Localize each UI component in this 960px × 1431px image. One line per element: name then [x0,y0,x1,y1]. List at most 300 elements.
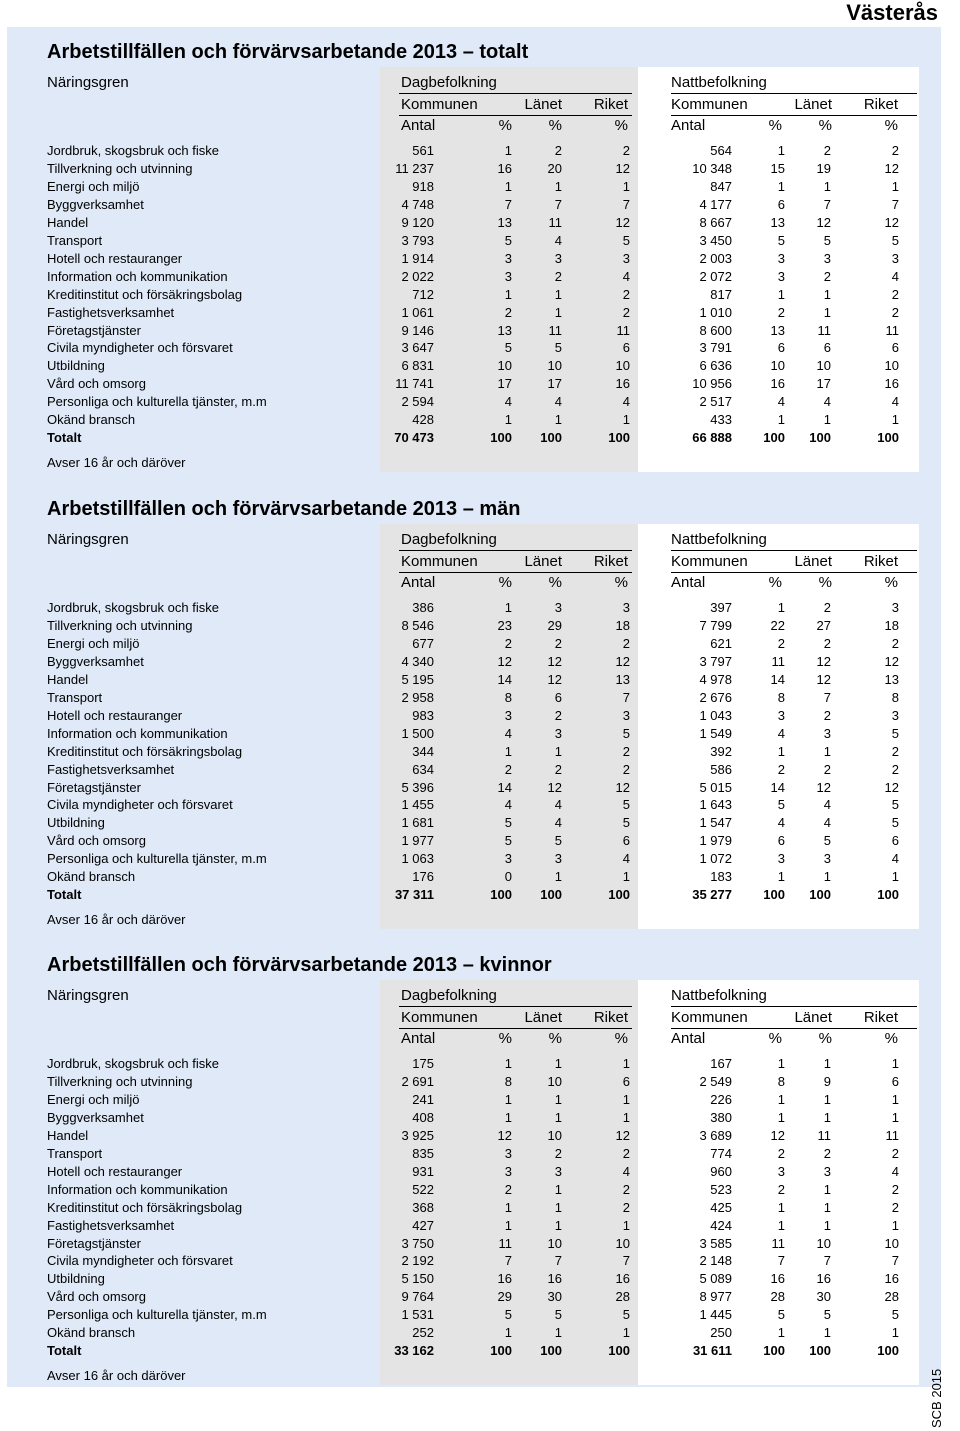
night-pct-county: 1 [823,178,831,194]
column-header-country: Riket [863,553,898,570]
night-pct-country: 4 [891,394,899,410]
night-pct-municipality: 100 [763,1343,785,1359]
footer-source: SCB 2015 [929,1368,944,1428]
day-count: 522 [412,1181,434,1197]
night-pct-country: 6 [891,340,899,356]
day-pct-country: 7 [622,196,630,212]
column-header-county: Länet [794,553,832,570]
table-row [47,761,907,779]
table-row [47,322,907,340]
night-count: 183 [710,869,732,885]
day-pct-municipality: 2 [504,1181,512,1197]
column-header-pct: % [818,574,832,591]
column-header-municipality: Kommunen [671,1009,748,1026]
row-label: Civila myndigheter och försvaret [47,797,233,813]
day-pct-country: 5 [622,1307,630,1323]
day-pct-municipality: 1 [504,1199,512,1215]
day-count: 11 741 [395,376,434,392]
day-pct-county: 100 [540,887,562,903]
day-pct-county: 1 [554,1109,562,1125]
header-underline [671,1028,917,1029]
day-count: 1 455 [401,797,434,813]
day-pct-municipality: 1 [504,412,512,428]
table-row [47,868,907,886]
table-row [47,707,907,725]
night-pct-county: 17 [816,376,831,392]
day-count: 2 691 [401,1073,434,1089]
day-count: 561 [412,143,434,158]
header-underline [399,93,632,94]
day-count: 1 500 [401,725,434,741]
night-pct-county: 1 [823,1056,831,1071]
row-label: Utbildning [47,358,105,374]
day-pct-municipality: 16 [497,1271,512,1287]
table-row [47,142,907,160]
night-pct-municipality: 1 [777,178,785,194]
night-count: 2 148 [699,1253,732,1269]
day-pct-municipality: 3 [504,707,512,723]
day-pct-county: 7 [554,1253,562,1269]
section-title: Arbetstillfällen och förvärvsarbetande 2013 – kvinnor [47,954,552,976]
row-label: Tillverkning och utvinning [47,160,193,176]
night-count: 1 979 [699,833,732,849]
day-pct-municipality: 1 [504,1091,512,1107]
row-label: Kreditinstitut och försäkringsbolag [47,286,243,302]
day-pct-country: 10 [615,358,630,374]
column-header-municipality: Kommunen [401,96,478,113]
night-pct-municipality: 1 [777,1056,785,1071]
column-header-day-population: Dagbefolkning [401,531,497,548]
day-pct-municipality: 4 [504,725,512,741]
night-pct-country: 12 [884,653,899,669]
day-pct-municipality: 23 [497,617,512,633]
column-header-pct: % [768,574,782,591]
day-count: 1 977 [401,833,434,849]
day-pct-country: 5 [622,815,630,831]
header-underline [671,1006,917,1007]
row-label: Vård och omsorg [47,833,146,849]
day-pct-municipality: 12 [497,653,512,669]
day-pct-municipality: 3 [504,268,512,284]
row-label: Handel [47,1127,89,1143]
column-header-county: Länet [524,1009,562,1026]
night-pct-county: 1 [823,743,831,759]
column-header-count: Antal [671,117,706,134]
night-pct-country: 1 [891,412,899,428]
day-pct-municipality: 3 [504,1145,512,1161]
day-count: 175 [412,1056,434,1071]
column-header-country: Riket [593,553,628,570]
day-pct-country: 18 [615,617,630,633]
night-pct-country: 12 [884,160,899,176]
row-label: Hotell och restauranger [47,250,183,266]
night-count: 1 643 [699,797,732,813]
night-pct-country: 4 [891,851,899,867]
day-pct-county: 1 [554,1056,562,1071]
day-pct-county: 5 [554,340,562,356]
night-pct-municipality: 1 [777,743,785,759]
day-pct-county: 2 [554,268,562,284]
night-pct-county: 19 [816,160,831,176]
day-pct-county: 20 [547,160,562,176]
night-pct-country: 6 [891,833,899,849]
day-pct-country: 12 [615,653,630,669]
row-label: Byggverksamhet [47,653,144,669]
night-pct-country: 5 [891,725,899,741]
night-count: 960 [710,1163,732,1179]
night-pct-country: 1 [891,1056,899,1071]
night-pct-country: 1 [891,1325,899,1341]
day-pct-country: 3 [622,250,630,266]
column-header-country: Riket [593,96,628,113]
day-pct-municipality: 13 [497,214,512,230]
header-underline [399,572,632,573]
night-pct-country: 2 [891,1199,899,1215]
day-pct-county: 10 [547,1073,562,1089]
day-count: 931 [412,1163,434,1179]
header-underline [399,1006,632,1007]
day-pct-county: 30 [547,1289,562,1305]
day-count: 241 [412,1091,434,1107]
table-row [47,725,907,743]
night-count: 6 636 [699,358,732,374]
day-pct-county: 1 [554,1325,562,1341]
header-underline [399,1028,632,1029]
day-count: 1 061 [401,304,434,320]
night-pct-county: 100 [809,1343,831,1359]
day-count: 5 195 [401,671,434,687]
night-count: 3 797 [699,653,732,669]
table-row [47,1217,907,1235]
table-row [47,671,907,689]
row-label: Tillverkning och utvinning [47,1073,193,1089]
table-row [47,653,907,671]
night-pct-municipality: 10 [770,358,785,374]
night-pct-country: 16 [884,1271,899,1287]
night-count: 2 549 [699,1073,732,1089]
column-header-pct: % [818,1030,832,1047]
row-label: Okänd bransch [47,412,136,428]
night-count: 5 015 [699,779,732,795]
day-pct-county: 17 [547,376,562,392]
day-count: 4 340 [401,653,434,669]
table-row [47,1252,907,1270]
day-pct-country: 4 [622,394,630,410]
section-title: Arbetstillfällen och förvärvsarbetande 2013 – män [47,498,521,520]
row-label: Företagstjänster [47,779,141,795]
day-pct-municipality: 1 [504,178,512,194]
day-pct-municipality: 17 [497,376,512,392]
night-pct-country: 1 [891,1217,899,1233]
day-pct-country: 2 [622,286,630,302]
table-row [47,286,907,304]
table-row [47,339,907,357]
day-pct-country: 16 [615,1271,630,1287]
day-pct-county: 10 [547,1235,562,1251]
night-count: 1 043 [699,707,732,723]
column-header-count: Antal [401,574,436,591]
day-pct-municipality: 4 [504,394,512,410]
night-count: 3 450 [699,232,732,248]
day-pct-county: 3 [554,600,562,615]
day-count: 6 831 [401,358,434,374]
night-pct-county: 30 [816,1289,831,1305]
day-pct-municipality: 100 [490,1343,512,1359]
night-pct-county: 7 [823,1253,831,1269]
table-row [47,375,907,393]
day-pct-country: 1 [622,1091,630,1107]
night-pct-municipality: 2 [777,304,785,320]
row-label: Handel [47,671,89,687]
day-pct-country: 12 [615,1127,630,1143]
night-pct-county: 2 [823,1145,831,1161]
night-count: 847 [710,178,732,194]
column-header-count: Antal [401,117,436,134]
row-label: Okänd bransch [47,869,136,885]
night-pct-country: 8 [891,689,899,705]
night-pct-country: 13 [884,671,899,687]
row-label: Transport [47,689,103,705]
night-pct-municipality: 8 [777,689,785,705]
night-pct-municipality: 14 [770,779,785,795]
column-header-pct: % [818,117,832,134]
day-pct-municipality: 5 [504,340,512,356]
day-count: 11 237 [395,160,434,176]
night-count: 2 003 [699,250,732,266]
day-pct-country: 12 [615,779,630,795]
night-pct-county: 12 [816,214,831,230]
row-label: Information och kommunikation [47,725,228,741]
night-pct-municipality: 100 [763,887,785,903]
day-count: 2 594 [401,394,434,410]
day-count: 4 748 [401,196,434,212]
night-count: 66 888 [692,430,732,446]
day-pct-country: 1 [622,1217,630,1233]
table-row [47,1288,907,1306]
row-label: Fastighetsverksamhet [47,304,175,320]
day-pct-county: 12 [547,671,562,687]
day-pct-country: 3 [622,600,630,615]
night-pct-county: 12 [816,671,831,687]
night-pct-county: 9 [823,1073,831,1089]
night-pct-county: 1 [823,412,831,428]
night-pct-municipality: 11 [771,653,785,669]
night-pct-country: 2 [891,743,899,759]
night-pct-country: 2 [891,304,899,320]
day-count: 70 473 [394,430,434,446]
night-pct-country: 6 [891,1073,899,1089]
day-pct-municipality: 100 [490,887,512,903]
day-pct-country: 10 [615,1235,630,1251]
night-pct-municipality: 4 [777,815,785,831]
day-count: 37 311 [394,887,434,903]
total-row [47,1342,907,1360]
day-pct-municipality: 11 [498,1235,512,1251]
day-count: 3 647 [401,340,434,356]
header-underline [671,93,917,94]
row-label: Personliga och kulturella tjänster, m.m [47,394,267,410]
day-pct-county: 5 [554,1307,562,1323]
row-label: Fastighetsverksamhet [47,761,175,777]
night-count: 1 547 [699,815,732,831]
day-count: 3 750 [401,1235,434,1251]
night-count: 392 [710,743,732,759]
day-count: 835 [412,1145,434,1161]
night-pct-country: 18 [884,617,899,633]
night-pct-country: 7 [891,1253,899,1269]
section-title: Arbetstillfällen och förvärvsarbetande 2013 – totalt [47,41,529,63]
day-pct-country: 2 [622,1181,630,1197]
night-pct-county: 2 [823,268,831,284]
day-pct-municipality: 5 [504,1307,512,1323]
day-pct-municipality: 5 [504,232,512,248]
night-count: 3 791 [699,340,732,356]
night-pct-municipality: 3 [777,851,785,867]
header-underline [671,550,917,551]
day-pct-municipality: 0 [504,869,512,885]
column-header-night-population: Nattbefolkning [671,74,767,91]
table-row [47,850,907,868]
day-count: 5 396 [401,779,434,795]
day-pct-country: 2 [622,1145,630,1161]
night-pct-county: 1 [823,1181,831,1197]
day-count: 918 [412,178,434,194]
column-header-count: Antal [401,1030,436,1047]
day-pct-county: 1 [554,412,562,428]
night-pct-municipality: 2 [777,1145,785,1161]
day-pct-municipality: 2 [504,635,512,651]
day-pct-county: 2 [554,635,562,651]
day-pct-county: 2 [554,761,562,777]
night-count: 380 [710,1109,732,1125]
night-count: 523 [710,1181,732,1197]
day-pct-municipality: 8 [504,689,512,705]
day-count: 3 793 [401,232,434,248]
night-pct-municipality: 28 [770,1289,785,1305]
night-pct-county: 16 [816,1271,831,1287]
day-pct-county: 1 [554,743,562,759]
day-pct-municipality: 16 [497,160,512,176]
night-pct-country: 2 [891,143,899,158]
table-section [7,487,941,940]
total-row [47,886,907,904]
day-count: 2 958 [401,689,434,705]
night-pct-county: 2 [823,600,831,615]
row-label: Kreditinstitut och försäkringsbolag [47,1199,243,1215]
day-count: 1 914 [401,250,434,266]
row-label: Energi och miljö [47,635,140,651]
night-pct-municipality: 12 [770,1127,785,1143]
night-pct-country: 7 [891,196,899,212]
day-pct-municipality: 1 [504,743,512,759]
day-pct-county: 1 [554,869,562,885]
header-underline [399,115,632,116]
row-label: Hotell och restauranger [47,1163,183,1179]
day-pct-country: 2 [622,743,630,759]
day-pct-county: 1 [554,286,562,302]
day-pct-country: 7 [622,1253,630,1269]
table-row [47,411,907,429]
day-count: 9 120 [401,214,434,230]
day-count: 712 [412,286,434,302]
night-pct-county: 5 [823,1307,831,1323]
night-pct-municipality: 4 [777,725,785,741]
table-row [47,304,907,322]
night-pct-county: 1 [823,1109,831,1125]
column-header-county: Länet [524,96,562,113]
night-count: 2 072 [699,268,732,284]
column-header-pct: % [768,1030,782,1047]
table-row [47,1181,907,1199]
day-pct-county: 5 [554,833,562,849]
day-pct-country: 12 [615,160,630,176]
night-pct-county: 3 [823,725,831,741]
day-count: 9 146 [401,322,434,338]
column-header-industry: Näringsgren [47,74,129,91]
table-row [47,1306,907,1324]
night-pct-municipality: 11 [771,1235,785,1251]
night-count: 3 585 [699,1235,732,1251]
day-pct-county: 4 [554,797,562,813]
night-pct-county: 1 [823,304,831,320]
night-pct-municipality: 1 [777,1217,785,1233]
night-count: 1 445 [699,1307,732,1323]
day-pct-country: 100 [608,1343,630,1359]
column-header-night-population: Nattbefolkning [671,987,767,1004]
day-count: 5 150 [401,1271,434,1287]
column-header-count: Antal [671,1030,706,1047]
day-pct-municipality: 2 [504,761,512,777]
row-label: Företagstjänster [47,1235,141,1251]
night-pct-country: 2 [891,635,899,651]
night-count: 167 [710,1056,732,1071]
night-pct-municipality: 6 [777,340,785,356]
column-header-country: Riket [593,1009,628,1026]
table-row [47,743,907,761]
day-pct-county: 3 [554,725,562,741]
column-header-country: Riket [863,1009,898,1026]
night-count: 433 [710,412,732,428]
night-count: 5 089 [699,1271,732,1287]
night-pct-county: 11 [817,1127,831,1143]
day-pct-county: 2 [554,143,562,158]
day-pct-municipality: 3 [504,1163,512,1179]
day-pct-municipality: 14 [497,779,512,795]
night-pct-county: 5 [823,833,831,849]
day-pct-country: 13 [615,671,630,687]
night-pct-country: 5 [891,1307,899,1323]
night-pct-county: 3 [823,250,831,266]
night-pct-country: 2 [891,1181,899,1197]
day-count: 408 [412,1109,434,1125]
column-header-pct: % [548,574,562,591]
table-row [47,160,907,178]
column-header-municipality: Kommunen [671,96,748,113]
row-label: Energi och miljö [47,178,140,194]
column-header-pct: % [768,117,782,134]
night-pct-municipality: 1 [777,1109,785,1125]
night-count: 3 689 [699,1127,732,1143]
day-pct-county: 16 [547,1271,562,1287]
night-count: 7 799 [699,617,732,633]
night-pct-municipality: 1 [777,869,785,885]
row-label: Tillverkning och utvinning [47,617,193,633]
table-row [47,357,907,375]
table-row [47,1127,907,1145]
row-label: Vård och omsorg [47,1289,146,1305]
night-pct-county: 10 [816,358,831,374]
table-row [47,250,907,268]
